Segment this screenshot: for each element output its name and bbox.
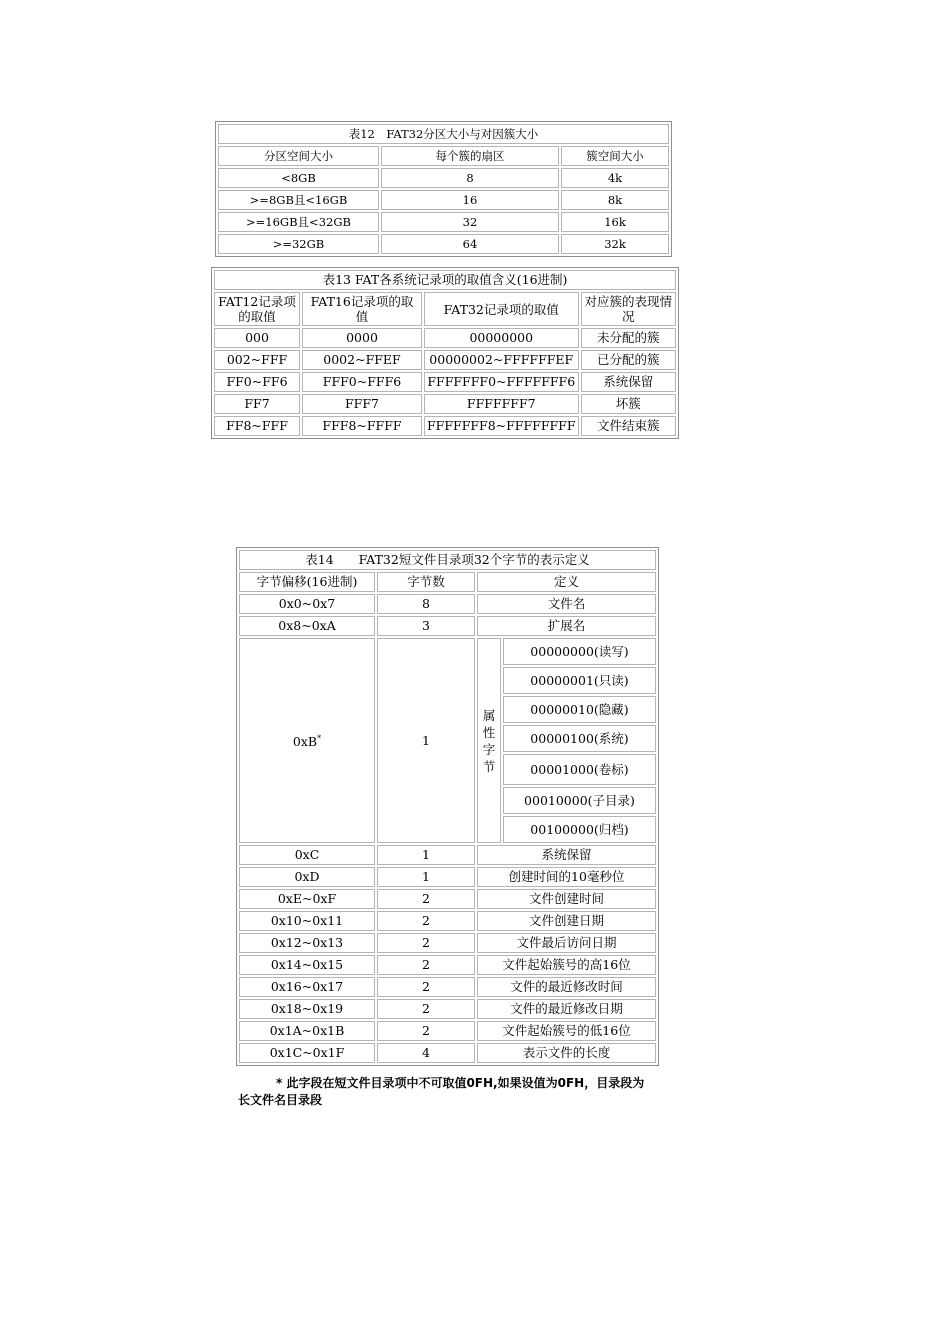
table-cell: 2	[377, 999, 475, 1019]
table-cell: 文件的最近修改时间	[477, 977, 656, 997]
table-cell: 文件名	[477, 594, 656, 614]
table-cell: 4	[377, 1043, 475, 1063]
table-cell: 64	[381, 234, 559, 254]
table-row	[239, 999, 656, 1019]
table-cell: 创建时间的10毫秒位	[477, 867, 656, 887]
table-cell: 系统保留	[581, 372, 676, 392]
table-cell: FF7	[214, 394, 300, 414]
table-cell: 2	[377, 1021, 475, 1041]
footnote-line-2: 长文件名目录段	[238, 1093, 323, 1107]
table-cell: 2	[377, 933, 475, 953]
table-row	[239, 977, 656, 997]
table-cell: 0x1A~0x1B	[239, 1021, 375, 1041]
table-cell: 0xE~0xF	[239, 889, 375, 909]
footnote	[238, 1075, 678, 1109]
attr-label	[477, 638, 501, 843]
table-cell: 4k	[561, 168, 669, 188]
table-row	[239, 845, 656, 865]
attr-value: 00000000(读写)	[503, 638, 656, 665]
table-row	[218, 168, 669, 188]
table-cell: 00000002~FFFFFFEF	[424, 350, 579, 370]
table-cell: 扩展名	[477, 616, 656, 636]
table-cell: 文件创建时间	[477, 889, 656, 909]
table-13-header: FAT32记录项的取值	[424, 292, 579, 326]
table-cell: 0x18~0x19	[239, 999, 375, 1019]
table-cell: 0x10~0x11	[239, 911, 375, 931]
table-cell: FFF7	[302, 394, 422, 414]
table-row	[218, 234, 669, 254]
table-cell: 文件起始簇号的高16位	[477, 955, 656, 975]
attr-value: 00001000(卷标)	[503, 754, 656, 785]
table-cell: >=32GB	[218, 234, 379, 254]
table-cell: 0x0~0x7	[239, 594, 375, 614]
table-cell: 32k	[561, 234, 669, 254]
table-cell: FFFFFFF7	[424, 394, 579, 414]
table-row	[239, 1043, 656, 1063]
table-cell: 文件结束簇	[581, 416, 676, 436]
table-14-header: 定义	[477, 572, 656, 592]
table-cell: 坏簇	[581, 394, 676, 414]
table-cell: FFF8~FFFF	[302, 416, 422, 436]
table-14-header: 字节偏移(16进制)	[239, 572, 375, 592]
table-row	[214, 394, 676, 414]
table-cell: 00000000	[424, 328, 579, 348]
table-cell: 16k	[561, 212, 669, 232]
table-row	[239, 867, 656, 887]
table-row	[218, 212, 669, 232]
footnote-mark: *	[317, 733, 322, 743]
table-row	[239, 594, 656, 614]
table-cell: 0x16~0x17	[239, 977, 375, 997]
table-cell: 0x14~0x15	[239, 955, 375, 975]
table-cell: FF0~FF6	[214, 372, 300, 392]
table-cell: 32	[381, 212, 559, 232]
table-cell: 系统保留	[477, 845, 656, 865]
table-cell: 0xD	[239, 867, 375, 887]
footnote-line-1: * 此字段在短文件目录项中不可取值0FH,如果设值为0FH，目录段为	[276, 1076, 645, 1090]
attr-value: 00000010(隐藏)	[503, 696, 656, 723]
attr-count: 1	[377, 638, 475, 843]
table-13-title: 表13 FAT各系统记录项的取值含义(16进制)	[214, 270, 676, 290]
attr-label-char: 属	[482, 707, 496, 723]
table-row	[239, 616, 656, 636]
table-cell: 0x8~0xA	[239, 616, 375, 636]
table-cell: <8GB	[218, 168, 379, 188]
table-cell: FFF0~FFF6	[302, 372, 422, 392]
table-12	[215, 121, 672, 257]
table-row	[214, 350, 676, 370]
table-cell: 1	[377, 867, 475, 887]
table-cell: 文件起始簇号的低16位	[477, 1021, 656, 1041]
table-cell: 0000	[302, 328, 422, 348]
table-cell: 1	[377, 845, 475, 865]
attr-value: 00000100(系统)	[503, 725, 656, 752]
table-cell: 2	[377, 889, 475, 909]
table-row	[239, 889, 656, 909]
table-cell: 已分配的簇	[581, 350, 676, 370]
table-cell: 文件的最近修改日期	[477, 999, 656, 1019]
table-row	[239, 638, 656, 665]
table-cell: >=16GB且<32GB	[218, 212, 379, 232]
table-row	[239, 955, 656, 975]
table-cell: FFFFFFF8~FFFFFFFF	[424, 416, 579, 436]
attr-value: 00100000(归档)	[503, 816, 656, 843]
table-cell: 2	[377, 955, 475, 975]
table-row	[214, 416, 676, 436]
table-cell: 8k	[561, 190, 669, 210]
attr-value: 00010000(子目录)	[503, 787, 656, 814]
attr-label-char: 字	[482, 741, 496, 757]
table-row	[214, 328, 676, 348]
table-14-title: 表14 FAT32短文件目录项32个字节的表示定义	[239, 550, 656, 570]
table-row	[218, 190, 669, 210]
table-cell: 16	[381, 190, 559, 210]
attr-label-char: 节	[482, 758, 496, 774]
table-row	[239, 933, 656, 953]
table-cell: 002~FFF	[214, 350, 300, 370]
table-14	[236, 547, 659, 1066]
attr-label-char: 性	[482, 724, 496, 740]
table-row	[239, 911, 656, 931]
table-12-header: 每个簇的扇区	[381, 146, 559, 166]
table-row	[214, 372, 676, 392]
table-12-header: 簇空间大小	[561, 146, 669, 166]
table-cell: 3	[377, 616, 475, 636]
table-cell: 未分配的簇	[581, 328, 676, 348]
attr-value: 00000001(只读)	[503, 667, 656, 694]
table-cell: 2	[377, 911, 475, 931]
table-cell: 0x12~0x13	[239, 933, 375, 953]
table-cell: >=8GB且<16GB	[218, 190, 379, 210]
table-12-header: 分区空间大小	[218, 146, 379, 166]
table-12-title: 表12 FAT32分区大小与对因簇大小	[218, 124, 669, 144]
table-cell: 000	[214, 328, 300, 348]
table-cell: 文件最后访问日期	[477, 933, 656, 953]
table-cell: 2	[377, 977, 475, 997]
attr-offset-cell	[239, 638, 375, 843]
table-14-header: 字节数	[377, 572, 475, 592]
table-cell: 0002~FFEF	[302, 350, 422, 370]
table-cell: 8	[381, 168, 559, 188]
table-cell: 文件创建日期	[477, 911, 656, 931]
table-cell: 8	[377, 594, 475, 614]
table-cell: 0x1C~0x1F	[239, 1043, 375, 1063]
table-cell: FFFFFFF0~FFFFFFF6	[424, 372, 579, 392]
table-cell: FF8~FFF	[214, 416, 300, 436]
table-cell: 0xC	[239, 845, 375, 865]
table-13-header: FAT16记录项的取值	[302, 292, 422, 326]
table-13	[211, 267, 679, 439]
attr-offset: 0xB	[292, 734, 318, 750]
table-cell: 表示文件的长度	[477, 1043, 656, 1063]
table-row	[239, 1021, 656, 1041]
table-13-header: 对应簇的表现情况	[581, 292, 676, 326]
table-13-header: FAT12记录项的取值	[214, 292, 300, 326]
